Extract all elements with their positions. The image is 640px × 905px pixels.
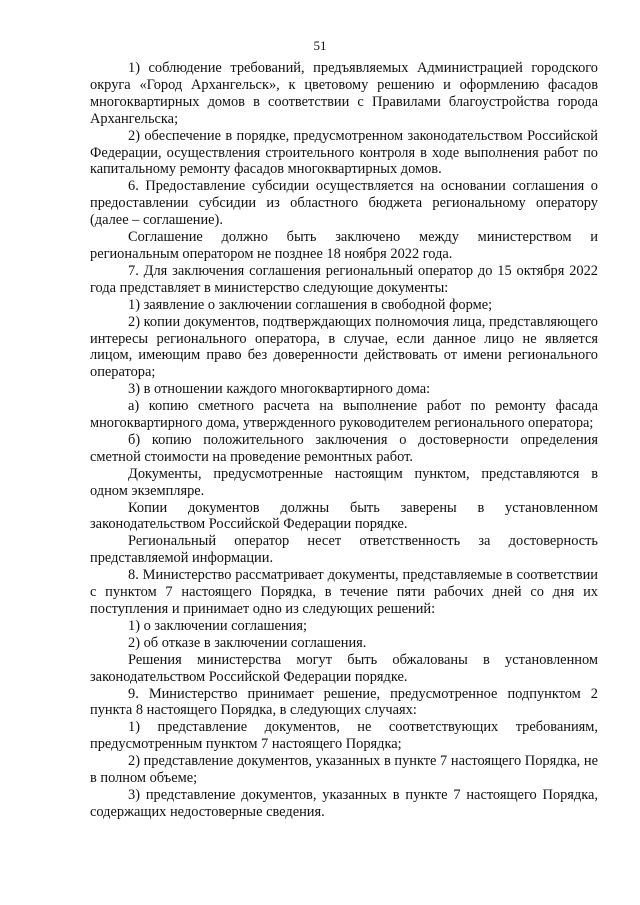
paragraph: 2) об отказе в заключении соглашения. — [128, 634, 367, 651]
paragraph: Региональный оператор несет ответственность за достоверность представляемой информации. — [90, 533, 598, 567]
paragraph: б) копию положительного заключения о достоверности определения сметной стоимости на проведение ремонтных работ. — [90, 431, 598, 465]
document-body — [90, 60, 598, 821]
paragraph: 6. Предоставление субсидии осуществляется на основании соглашения о предоставлении субсидии из областного бюджета региональному оператору (далее – соглашение). — [90, 178, 598, 229]
paragraph: 3) в отношении каждого многоквартирного дома: — [128, 381, 431, 398]
paragraph: 1) о заключении соглашения; — [128, 617, 307, 634]
paragraph: 2) обеспечение в порядке, предусмотренном законодательством Российской Федерации, осуществления строительного контроля в ходе выполнения работ по капитальному ремонту фасадов многоквартирных домов. — [90, 127, 598, 178]
paragraph: Соглашение должно быть заключено между министерством и региональным оператором не позднее 18 ноября 2022 года. — [90, 229, 598, 262]
paragraph: 2) копии документов, подтверждающих полномочия лица, представляющего интересы регионального оператора, в случае, если данное лицо не является лицом, имеющим право без доверенности действовать от имени регионального оператора; — [90, 313, 598, 381]
paragraph: Копии документов должны быть заверены в установленном законодательством Российской Федерации порядке. — [90, 499, 598, 533]
paragraph: 1) соблюдение требований, предъявляемых Администрацией городского округа «Город Архангельск», к цветовому решению и оформлению фасадов многоквартирных домов в соответствии с Правилами благоустройства города Архангельска; — [90, 60, 598, 127]
paragraph: а) копию сметного расчета на выполнение работ по ремонту фасада многоквартирного дома, утвержденного руководителем регионального оператора; — [90, 398, 598, 432]
paragraph: 3) представление документов, указанных в пункте 7 настоящего Порядка, содержащих недостоверные сведения. — [90, 786, 598, 820]
paragraph: 7. Для заключения соглашения региональный оператор до 15 октября 2022 года представляет в министерство следующие документы: — [90, 262, 598, 296]
paragraph: 1) представление документов, не соответствующих требованиям, предусмотренным пунктом 7 настоящего Порядка; — [90, 719, 598, 753]
paragraph: 2) представление документов, указанных в пункте 7 настоящего Порядка, не в полном объеме; — [90, 753, 598, 787]
paragraph: Документы, предусмотренные настоящим пунктом, представляются в одном экземпляре. — [90, 465, 598, 499]
paragraph: 1) заявление о заключении соглашения в свободной форме; — [128, 296, 493, 313]
paragraph: 8. Министерство рассматривает документы, представляемые в соответствии с пунктом 7 настоящего Порядка, в течение пяти рабочих дней со дня их поступления и принимает одно из следующих решений: — [90, 567, 598, 617]
paragraph: 9. Министерство принимает решение, предусмотренное подпунктом 2 пункта 8 настоящего Порядка, в следующих случаях: — [90, 685, 598, 719]
page-number: 51 — [313, 38, 327, 53]
paragraph: Решения министерства могут быть обжалованы в установленном законодательством Российской Федерации порядке. — [90, 651, 598, 685]
